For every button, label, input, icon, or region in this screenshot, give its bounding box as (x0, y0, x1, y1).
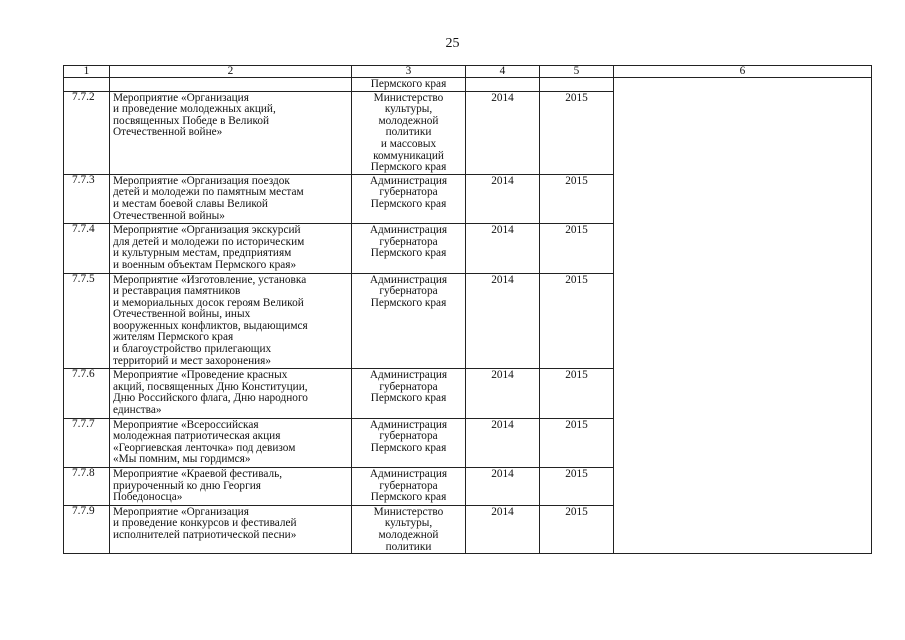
executor-line: губернатора (379, 235, 438, 248)
measure-description (110, 468, 352, 506)
end-year: 2015 (540, 224, 614, 273)
item-number: 7.7.9 (64, 505, 110, 553)
executor-cell (352, 224, 466, 273)
description-line: территорий и мест захоронения» (113, 354, 272, 367)
item-number: 7.7.7 (64, 418, 110, 467)
executor-line: Администрация (369, 369, 448, 382)
executor-line: Министерство (373, 505, 444, 518)
description-line: и военным объектам Пермского края» (113, 258, 297, 271)
item-number: 7.7.2 (64, 91, 110, 174)
description-line: для детей и молодежи по историческим (113, 235, 305, 248)
measure-description (110, 273, 352, 369)
description-line: и благоустройство прилегающих (113, 343, 272, 356)
description-line: и проведение молодежных акций, (113, 103, 276, 116)
continuation-row (64, 78, 872, 92)
executor-line: губернатора (379, 479, 438, 492)
start-year: 2014 (466, 174, 540, 223)
header-cell: 6 (614, 66, 872, 78)
header-cell: 1 (64, 66, 110, 78)
executor-line: политики (385, 540, 432, 553)
end-year: 2015 (540, 468, 614, 506)
end-year: 2015 (540, 174, 614, 223)
description-line: и реставрация памятников (113, 285, 241, 298)
executor-line: Пермского края (370, 161, 447, 174)
executor-cell (352, 418, 466, 467)
description-line: посвященных Победе в Великой (113, 114, 270, 127)
start-year: 2014 (466, 369, 540, 418)
description-line: Отечественной войне» (113, 126, 223, 139)
description-line: и проведение конкурсов и фестивалей (113, 517, 297, 530)
executor-line: Министерство (373, 91, 444, 104)
executor-line: культуры, (384, 517, 433, 530)
executor-cell (352, 505, 466, 553)
executor-line: Пермского края (370, 197, 447, 210)
description-line: Мероприятие «Изготовление, установка (113, 273, 307, 286)
header-cell: 3 (352, 66, 466, 78)
executor-line: Пермского края (370, 247, 447, 260)
end-year: 2015 (540, 418, 614, 467)
description-line: и местам боевой славы Великой (113, 197, 268, 210)
header-row (64, 66, 872, 78)
end-year-cell (540, 78, 614, 92)
description-line: Мероприятие «Проведение красных (113, 369, 288, 382)
executor-line: Пермского края (370, 392, 447, 405)
measure-description (110, 91, 352, 174)
measure-description (110, 418, 352, 467)
executor-line: губернатора (379, 430, 438, 443)
measure-description (110, 174, 352, 223)
item-number: 7.7.8 (64, 468, 110, 506)
start-year: 2014 (466, 418, 540, 467)
executor-line: Пермского края (370, 441, 447, 454)
start-year: 2014 (466, 224, 540, 273)
page-number: 25 (445, 36, 460, 51)
description-line: акций, посвященных Дню Конституции, (113, 380, 308, 393)
executor-line: Администрация (369, 418, 448, 431)
start-year-cell (466, 78, 540, 92)
item-number: 7.7.6 (64, 369, 110, 418)
description-line: и мемориальных досок героям Великой (113, 296, 304, 309)
measure-description (110, 224, 352, 273)
description-line: исполнителей патриотической песни» (113, 528, 297, 541)
executor-line: Администрация (369, 468, 448, 480)
description-line: Мероприятие «Организация (113, 505, 249, 518)
executor-cell (352, 369, 466, 418)
executor-cell (352, 91, 466, 174)
executor-line: культуры, (384, 103, 433, 116)
description-line: «Мы помним, мы гордимся» (113, 453, 251, 466)
measure-description (110, 369, 352, 418)
description-line: Мероприятие «Организация (113, 91, 249, 104)
executor-line: Пермского края (370, 296, 447, 309)
header-cell: 2 (110, 66, 352, 78)
description-line: Отечественной войны» (113, 209, 225, 222)
description-line: «Георгиевская ленточка» под девизом (113, 441, 296, 454)
description-line: и культурным местам, предприятиям (113, 247, 292, 260)
executor-line: молодежной (378, 114, 439, 127)
executor-cell (352, 78, 466, 92)
measure-description (110, 505, 352, 553)
executor-cell (352, 273, 466, 369)
end-year: 2015 (540, 273, 614, 369)
header-cell: 4 (466, 66, 540, 78)
item-number: 7.7.3 (64, 174, 110, 223)
description-line: молодежная патриотическая акция (113, 430, 281, 443)
executor-line: Пермского края (370, 78, 447, 90)
end-year: 2015 (540, 91, 614, 174)
description-line: Мероприятие «Организация экскурсий (113, 224, 301, 237)
start-year: 2014 (466, 273, 540, 369)
executor-line: молодежной (378, 528, 439, 541)
description-line: единства» (113, 404, 162, 417)
executor-cell (352, 174, 466, 223)
description-line: жителям Пермского края (113, 331, 234, 344)
executor-line: Пермского края (370, 491, 447, 504)
start-year: 2014 (466, 468, 540, 506)
text-cell (110, 78, 352, 92)
description-line: Мероприятие «Краевой фестиваль, (113, 468, 283, 480)
description-line: Мероприятие «Всероссийская (113, 418, 259, 431)
description-line: вооруженных конфликтов, выдающимся (113, 319, 308, 332)
executor-line: Администрация (369, 273, 448, 286)
end-year: 2015 (540, 369, 614, 418)
header-cell: 5 (540, 66, 614, 78)
executor-line: и массовых (380, 137, 437, 150)
start-year: 2014 (466, 505, 540, 553)
executor-line: коммуникаций (373, 149, 444, 162)
description-line: детей и молодежи по памятным местам (113, 186, 304, 199)
executor-line: политики (385, 126, 432, 139)
start-year: 2014 (466, 91, 540, 174)
number-cell (64, 78, 110, 92)
measures-table (63, 65, 872, 554)
item-number: 7.7.4 (64, 224, 110, 273)
description-line: Дню Российского флага, Дню народного (113, 392, 308, 405)
notes-cell (614, 78, 872, 554)
end-year: 2015 (540, 505, 614, 553)
description-line: Победоносца» (113, 491, 183, 504)
item-number: 7.7.5 (64, 273, 110, 369)
description-line: Мероприятие «Организация поездок (113, 174, 290, 187)
executor-line: губернатора (379, 380, 438, 393)
executor-line: губернатора (379, 285, 438, 298)
executor-cell (352, 468, 466, 506)
description-line: Отечественной войны, иных (113, 308, 251, 321)
executor-line: Администрация (369, 224, 448, 237)
executor-line: губернатора (379, 186, 438, 199)
description-line: приуроченный ко дню Георгия (113, 479, 261, 492)
executor-line: Администрация (369, 174, 448, 187)
